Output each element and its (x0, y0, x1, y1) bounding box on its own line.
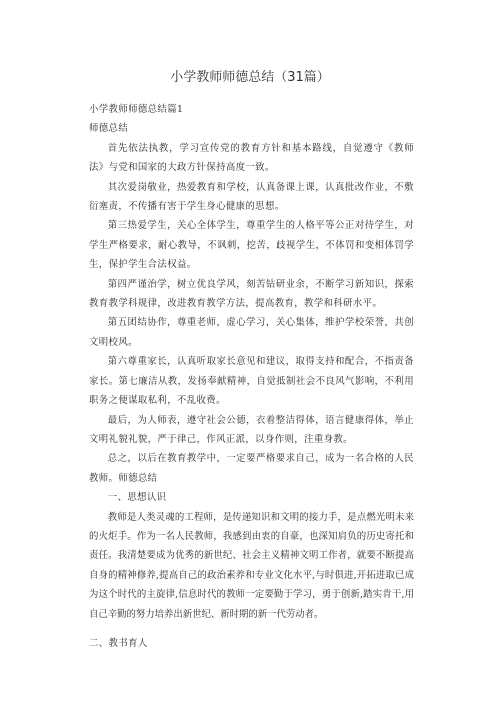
section-heading-teaching: 二、教书育人 (89, 637, 148, 649)
document-body (89, 100, 414, 653)
paragraph-4: 第四严谨治学，树立优良学风，刻苦钻研业余，不断学习新知识，探索教育教学科规律，改进教育教学方法，提高教育，教学和科研水平。 (89, 278, 414, 310)
paragraph-7: 最后，为人师表，遵守社会公德，衣着整洁得体，语言健康得体，举止文明礼貌礼貌，严于律己，作风正派，以身作则，注重身教。 (89, 414, 414, 445)
paragraph-9: 教师是人类灵魂的工程师，是传递知识和文明的接力手，是点燃光明未来的火炬手。作为一名人民教师，我感到由衷的自豪，也深知肩负的历史寄托和责任。我清楚要成为优秀的新世纪、社会主义精神文明工作者，就要不断提高自身的精神修养,提高自己的政治素养和专业文化水平,与时俱进,开拓进取已成为这个时代的主旋律,信息时代的教师一定要勤于学习，勇于创新,踏实肯干,用自己辛勤的努力培养出新世纪、新时期的新一代劳动者。 (89, 511, 414, 620)
document-title: 小学教师师德总结（31篇） (170, 70, 330, 85)
paragraph-1: 首先依法执教，学习宣传党的教育方针和基本路线，自觉遵守《教师法》与党和国家的大政方针保持高度一致。 (89, 142, 414, 174)
paragraph-2: 其次爱岗敬业，热爱教育和学校，认真备课上课，认真批改作业，不敷衍塞责，不传播有害于学生身心健康的思想。 (89, 181, 414, 213)
section-heading-1: 小学教师师德总结篇1 (89, 104, 184, 115)
paragraph-8: 总之，以后在教育教学中，一定要严格要求自己，成为一名合格的人民教师。师德总结 (89, 453, 414, 484)
section-heading-thinking: 一、思想认识 (107, 492, 167, 504)
paragraph-3: 第三热爱学生，关心全体学生，尊重学生的人格平等公正对待学生，对学生严格要求，耐心教导，不讽刺，挖苦，歧视学生，不体罚和变相体罚学生，保护学生合法权益。 (89, 220, 414, 271)
paragraph-6: 第六尊重家长，认真听取家长意见和建议，取得支持和配合，不指责备家长。第七廉洁从教，发扬奉献精神，自觉抵制社会不良风气影响，不利用职务之便谋取私利，不乱收费。 (89, 356, 414, 407)
subheading-shide: 师德总结 (89, 123, 129, 135)
paragraph-5: 第五团结协作，尊重老师，虚心学习，关心集体，维护学校荣誉，共创文明校风。 (89, 317, 414, 348)
